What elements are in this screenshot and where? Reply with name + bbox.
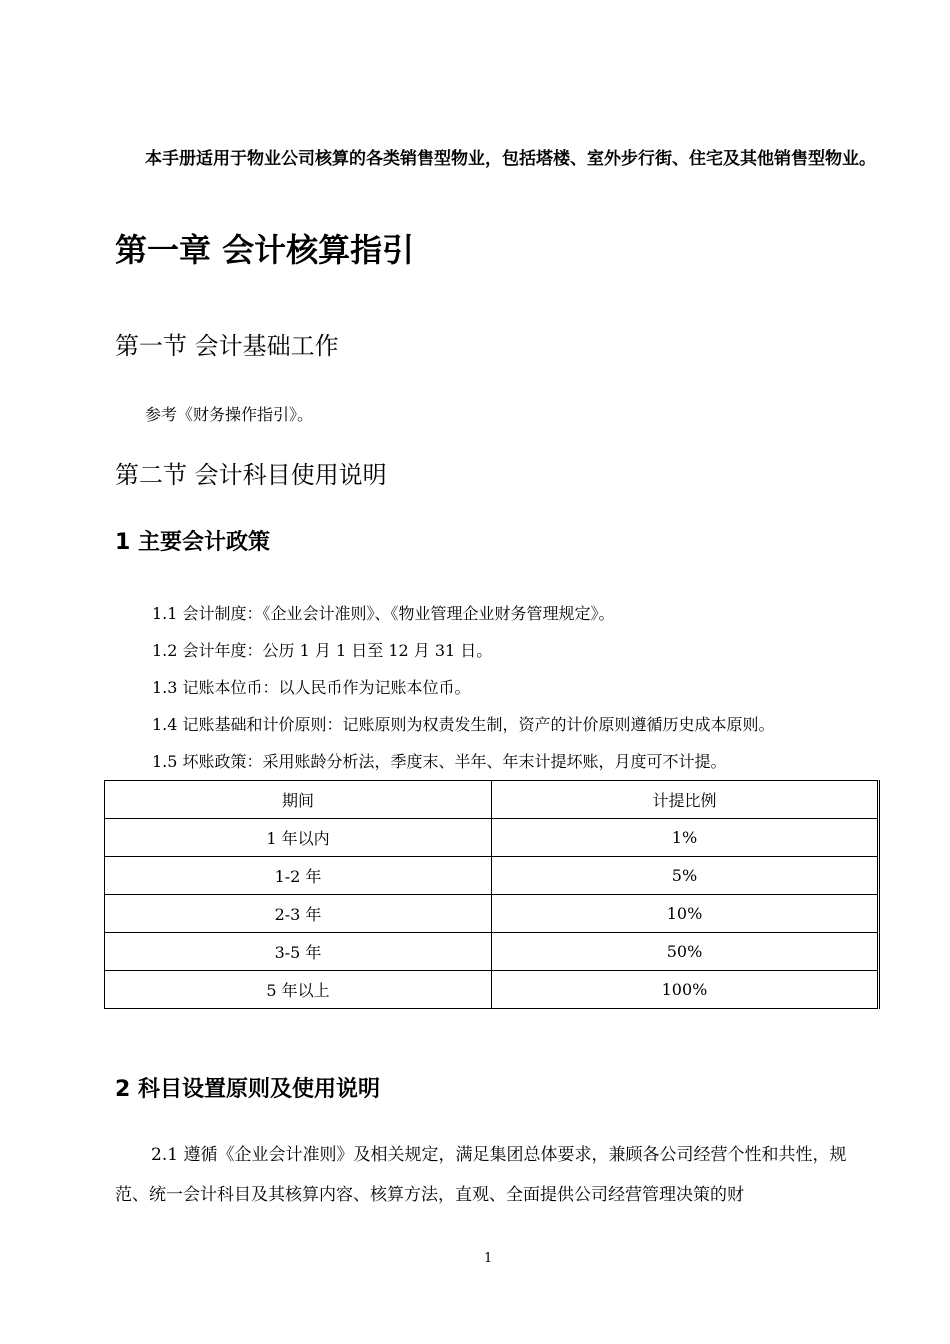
paragraph-2-1	[115, 1135, 880, 1215]
section-1-text: 参考《财务操作指引》。	[145, 405, 314, 424]
section-title-1: 第一节 会计基础工作	[115, 332, 339, 360]
page-number: 1	[484, 1251, 493, 1266]
table-row	[105, 971, 879, 1009]
period-cell: 2-3 年	[105, 895, 492, 933]
ratio-cell: 10%	[492, 895, 879, 933]
policy-item: 1.1 会计制度：《企业会计准则》、《物业管理企业财务管理规定》。	[152, 604, 615, 623]
ratio-cell: 1%	[492, 819, 879, 857]
table-row	[105, 819, 879, 857]
table-row	[105, 857, 879, 895]
period-cell: 1-2 年	[105, 857, 492, 895]
heading-accounting-policies: 1 主要会计政策	[115, 530, 270, 555]
policy-item: 1.4 记账基础和计价原则：记账原则为权责发生制，资产的计价原则遵循历史成本原则。	[152, 715, 775, 734]
ratio-cell: 5%	[492, 857, 879, 895]
header-ratio: 计提比例	[492, 781, 879, 819]
paragraph-2-1-text: 2.1 遵循《企业会计准则》及相关规定，满足集团总体要求，兼顾各公司经营个性和共性，规范、统一会计科目及其核算内容、核算方法，直观、全面提供公司经营管理决策的财	[115, 1145, 847, 1205]
ratio-cell: 50%	[492, 933, 879, 971]
policy-item: 1.2 会计年度：公历 1 月 1 日至 12 月 31 日。	[152, 641, 493, 660]
intro-text: 本手册适用于物业公司核算的各类销售型物业，包括塔楼、室外步行街、住宅及其他销售型物业。	[145, 149, 876, 169]
policy-item: 1.5 坏账政策：采用账龄分析法，季度末、半年、年末计提坏账，月度可不计提。	[152, 752, 727, 771]
period-cell: 1 年以内	[105, 819, 492, 857]
table-row	[105, 933, 879, 971]
bad-debt-ratio-table	[104, 780, 880, 1009]
table-row	[105, 895, 879, 933]
heading-account-setup: 2 科目设置原则及使用说明	[115, 1077, 380, 1102]
intro-paragraph	[115, 140, 880, 178]
chapter-title: 第一章 会计核算指引	[115, 231, 415, 269]
table-header-row	[105, 781, 879, 819]
period-cell: 3-5 年	[105, 933, 492, 971]
period-cell: 5 年以上	[105, 971, 492, 1009]
section-title-2: 第二节 会计科目使用说明	[115, 461, 387, 489]
ratio-cell: 100%	[492, 971, 879, 1009]
header-period: 期间	[105, 781, 492, 819]
policy-item: 1.3 记账本位币：以人民币作为记账本位币。	[152, 678, 471, 697]
